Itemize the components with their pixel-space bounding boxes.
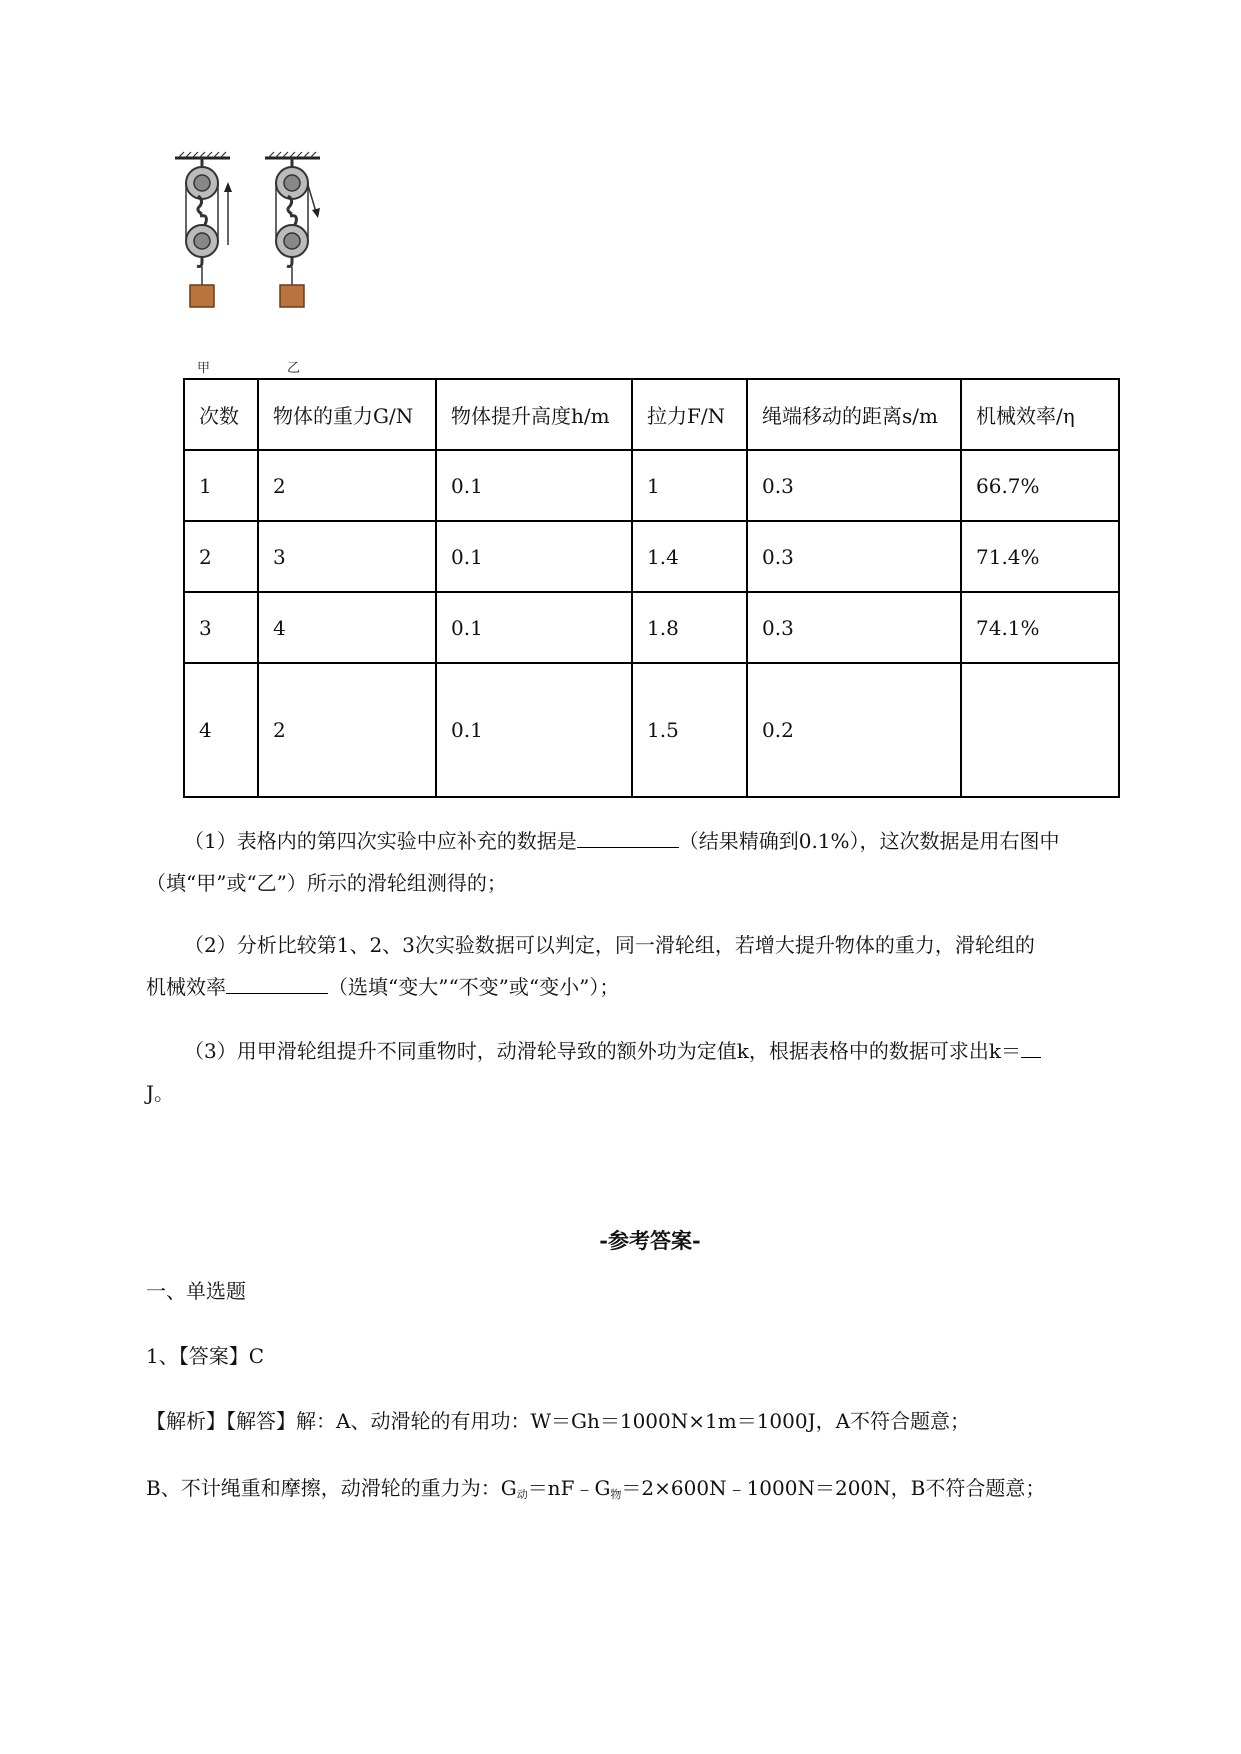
q2-blank[interactable] [226, 971, 328, 994]
table-cell: 1 [184, 450, 258, 521]
q1-text-a: （1）表格内的第四次实验中应补充的数据是 [184, 829, 577, 853]
b-line-mid: ＝nF﹣G [527, 1476, 611, 1500]
header-cell: 机械效率/η [961, 379, 1119, 450]
header-cell: 绳端移动的距离s/m [747, 379, 961, 450]
table-cell: 3 [258, 521, 436, 592]
q2-text-b: 机械效率 [146, 975, 226, 999]
analysis-line: 【解析】【解答】解：A、动滑轮的有用功：W＝Gh＝1000N×1m＝1000J，A不符合题意； [146, 1409, 971, 1433]
table-cell: 1 [632, 450, 747, 521]
table-cell: 0.1 [436, 521, 632, 592]
figure-label-jia: 甲 [197, 361, 211, 376]
q3-blank[interactable] [1021, 1035, 1041, 1058]
table-row [184, 592, 1119, 663]
table-cell: 0.3 [747, 450, 961, 521]
analysis-line-b [146, 1472, 1045, 1502]
answers-title: -参考答案- [599, 1228, 701, 1253]
experiment-table [183, 378, 1120, 798]
question-2 [146, 924, 1156, 1008]
b-sub-1: 动 [516, 1488, 528, 1501]
table-cell: 0.1 [436, 592, 632, 663]
table-row [184, 663, 1119, 797]
table-cell: 3 [184, 592, 258, 663]
pulley-figure [170, 150, 370, 375]
header-cell: 物体的重力G/N [258, 379, 436, 450]
table-cell: 4 [184, 663, 258, 797]
pulley-diagram [170, 150, 370, 375]
table-cell: 1.5 [632, 663, 747, 797]
table-cell: 0.2 [747, 663, 961, 797]
answer-item-1: 1、【答案】C [146, 1344, 265, 1368]
table-cell: 2 [258, 450, 436, 521]
b-sub-2: 物 [610, 1488, 622, 1501]
q1-text-b: （结果精确到0.1%），这次数据是用右图中 [678, 829, 1060, 853]
b-line-pre: B、不计绳重和摩擦，动滑轮的重力为：G [146, 1476, 517, 1500]
table-cell: 0.3 [747, 521, 961, 592]
table-cell: 0.1 [436, 450, 632, 521]
q1-text-c: （填“甲”或“乙”）所示的滑轮组测得的； [146, 871, 507, 895]
table-cell: 66.7% [961, 450, 1119, 521]
table-cell: 2 [184, 521, 258, 592]
q1-blank[interactable] [577, 825, 679, 848]
header-cell: 物体提升高度h/m [436, 379, 632, 450]
pulley-system-yi [265, 152, 320, 307]
table-cell: 0.3 [747, 592, 961, 663]
table-cell: 2 [258, 663, 436, 797]
header-cell: 拉力F/N [632, 379, 747, 450]
table-cell: 0.1 [436, 663, 632, 797]
table-cell: 71.4% [961, 521, 1119, 592]
q2-text-c: （选填“变大”“不变”或“变小”）； [328, 975, 620, 999]
table-header-row [184, 379, 1119, 450]
b-line-post: ＝2×600N﹣1000N＝200N，B不符合题意； [621, 1476, 1046, 1500]
question-3 [146, 1030, 1156, 1114]
header-cell: 次数 [184, 379, 258, 450]
table-cell-empty [961, 663, 1119, 797]
table-cell: 4 [258, 592, 436, 663]
table-cell: 74.1% [961, 592, 1119, 663]
question-1 [146, 820, 1156, 904]
table-cell: 1.8 [632, 592, 747, 663]
table-row [184, 450, 1119, 521]
table-row [184, 521, 1119, 592]
q3-text-a: （3）用甲滑轮组提升不同重物时，动滑轮导致的额外功为定值k，根据表格中的数据可求出k＝ [184, 1039, 1021, 1063]
table-cell: 1.4 [632, 521, 747, 592]
figure-label-yi: 乙 [287, 361, 301, 376]
pulley-system-jia [175, 152, 232, 307]
q3-text-b: J。 [146, 1081, 175, 1105]
q2-text-a: （2）分析比较第1、2、3次实验数据可以判定，同一滑轮组，若增大提升物体的重力，滑轮组的 [184, 933, 1035, 957]
section-heading: 一、单选题 [146, 1279, 246, 1303]
